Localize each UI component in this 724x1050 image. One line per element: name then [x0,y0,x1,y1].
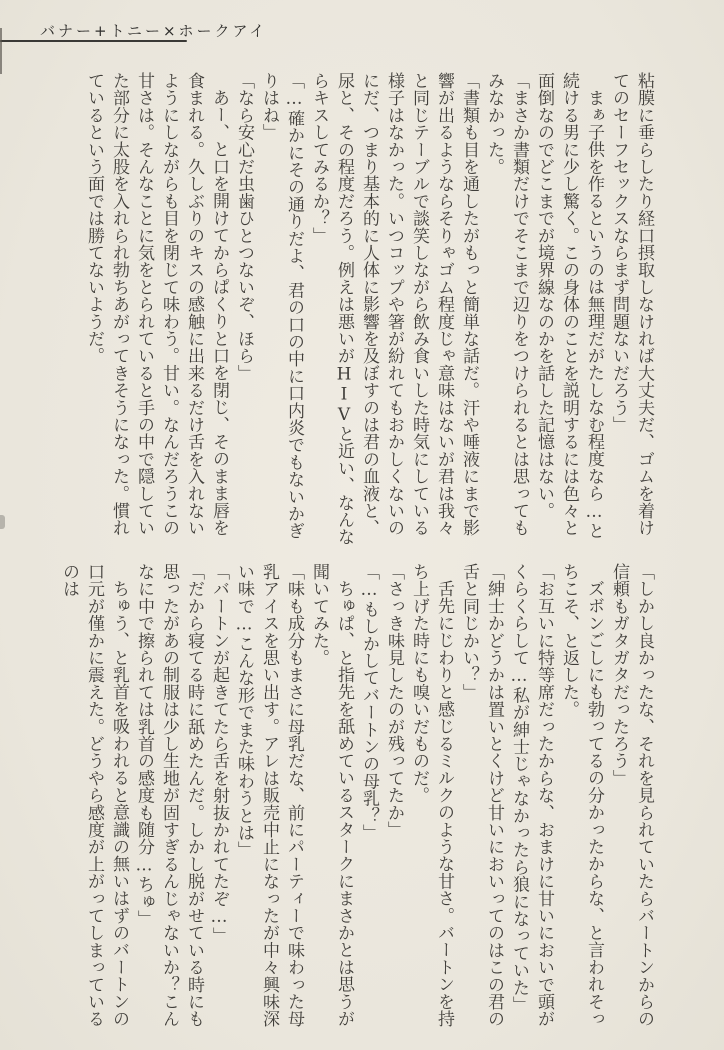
paragraph: あー、と口を開けてからぱくりと口を閉じ、そのまま唇を食まれる。久しぶりのキスの感触に出来るだけ舌を入れないようにしながらも目を閉じて味わう。甘い。なんだろうこの甘さは。そんなことに気をとられていると手の中で隠していた部分に太股を入れられ勃ちあがってきそうになった。慣れているという面では勝てないようだ。 [84,72,229,537]
paragraph: 「バートンが起きてたら舌を射抜かれてたぞ…」 [209,563,229,945]
page-title: バナー+トニー×ホークアイ [40,22,268,40]
scan-artifact [0,515,5,529]
header-underline [0,40,187,42]
paragraph: 「味も成分もまさに母乳だな、前にパーティーで味わった母乳アイスを思い出す。アレは販売中止になったが中々興味深い味で…こんな形でまた味わうとは」 [234,563,304,1028]
paragraph: 「書類も目を通したがもっと簡単な話だ。汗や唾液にまで影響が出るようならそりゃゴム程度じゃ意味はないが君は我々と同じテーブルで談笑しながら飲み食いした時気にしている様子はなかった。いつコップや箸が紛れてもおかしくないのにだ、つまり基本的に人体に影響を及ぼすのは君の血液と、尿と、その程度だろう。例えは悪いがHIVと近い、なんならキスしてみるか？」 [309,72,479,546]
lower-text-block [56,563,656,1043]
paragraph: 「しかし良かったな、それを見られていたらバートンからの信頼もガタガタだったろう」 [609,563,654,1028]
paragraph: 「だから寝てる時に舐めたんだ。しかし脱がせている時にも思ったがあの制服は少し生地が固すぎるんじゃないか？こんなに中で擦られては乳首の感度も随分…ちゅ」 [134,563,204,1028]
paragraph: 舌先にじわりと感じるミルクのような甘さ。バートンを持ち上げた時にも嗅いだものだ。 [409,563,454,1028]
paragraph: ズボンごしにも勃ってるの分かったからな、と言われそっちこそ、と返した。 [559,563,604,1028]
paragraph: 「お互いに特等席だったからな、おまけに甘いにおいで頭がくらくらして…私が紳士じゃなかったら狼になっていた」 [509,563,554,1028]
paragraph: まぁ子供を作るというのは無理だがたしなむ程度なら…と続ける男に少し驚く。この身体のことを説明するには色々と面倒なのでどこまでが境界線なのかを話した記憶はない。 [534,72,604,540]
upper-text-block [81,72,656,552]
paragraph: 「紳士かどうかは置いとくけど甘いにおいってのはこの君の舌と同じかい？」 [459,563,504,1028]
paragraph: ちゅう、と乳首を吸われると意識の無いはずのバートンの口元が僅かに震えた。どうやら感度が上がってしまっているのは [59,563,129,1028]
page-edge-line [0,28,2,74]
paragraph: 「…もしかしてバートンの母乳？」 [359,563,379,842]
paragraph: 粘膜に垂らしたり経口摂取しなければ大丈夫だ、ゴムを着けてのセーフセックスならまず問題ないだろう」 [609,72,654,537]
paragraph: 「なら安心だ虫歯ひとつないぞ、ほら」 [234,72,254,382]
paragraph: 「さっき味見したのが残ってたか」 [384,563,404,839]
paragraph: 「…確かにその通りだよ、君の口の中に口内炎でもないかぎりはね」 [259,72,304,540]
paragraph: ちゅぱ、と指先を舐めているスタークにまさかとは思うが聞いてみた。 [309,563,354,1028]
paragraph: 「まさか書類だけでそこまで辺りをつけられるとは思ってもみなかった。 [484,72,529,537]
